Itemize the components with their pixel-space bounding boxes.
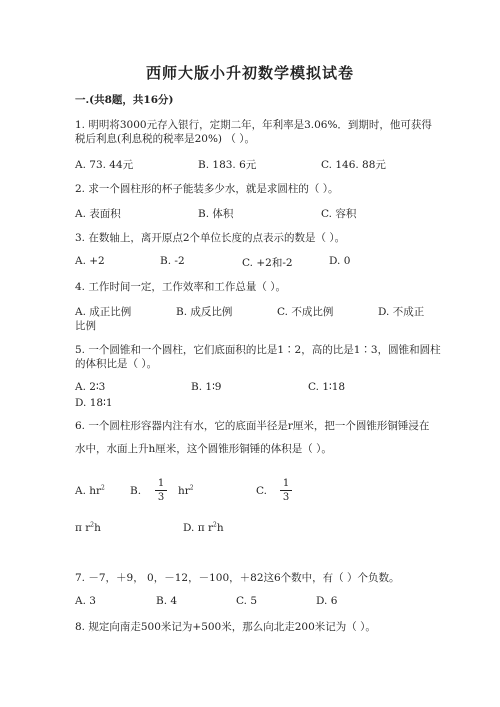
- question-2-option-b: B. 体积: [198, 208, 234, 220]
- question-7-option-c: C. 5: [236, 595, 258, 607]
- question-5-option-b: B. 1∶9: [191, 381, 222, 393]
- question-1-option-a: A. 73. 44元: [75, 159, 134, 171]
- fraction-numerator: 1: [157, 478, 165, 489]
- question-4-option-d-wrap: 比例: [75, 320, 96, 332]
- question-6-option-d: D. π $r^2h$: [183, 521, 224, 534]
- question-1-option-c: C. 146. 88元: [321, 159, 386, 171]
- question-3-option-d: D. 0: [329, 255, 351, 267]
- question-6-option-b-label: B.: [130, 485, 142, 497]
- question-6-option-a: A. $hr^2$: [75, 484, 105, 497]
- fraction-bar: [155, 490, 167, 491]
- question-6-option-c-label: C.: [256, 485, 267, 497]
- question-6-option-c-fraction: [280, 478, 292, 503]
- question-6-line-2: 水中，水面上升h厘米，这个圆锥形铜锤的体积是（ ）。: [75, 443, 332, 455]
- question-2-line-1: 2. 求一个圆柱形的杯子能装多少水，就是求圆柱的（ ）。: [75, 183, 339, 195]
- question-4-option-d: D. 不成正: [378, 306, 425, 318]
- question-4-option-b: B. 成反比例: [176, 306, 233, 318]
- question-7-line-1: 7. －7，＋9， 0，－12，－100，＋82这6个数中，有（ ）个负数。: [75, 572, 400, 584]
- question-3-option-c: C. +2和-2: [242, 257, 293, 269]
- question-2-option-c: C. 容积: [321, 208, 357, 220]
- section-heading: 一.(共8题，共16分): [75, 94, 174, 106]
- question-5-line-2: 的体积比是（ ）。: [75, 358, 158, 370]
- question-6-option-b-fraction: [155, 478, 167, 503]
- question-3-option-a: A. +2: [75, 255, 105, 267]
- question-2-option-a: A. 表面积: [75, 208, 121, 220]
- question-3-line-1: 3. 在数轴上，离开原点2个单位长度的点表示的数是（ ）。: [75, 232, 346, 244]
- question-7-option-d: D. 6: [316, 595, 338, 607]
- question-6-option-c-term: π $r^2h$: [75, 521, 101, 534]
- question-4-line-1: 4. 工作时间一定，工作效率和工作总量（ ）。: [75, 281, 286, 293]
- question-6-option-b-term: $hr^2$: [178, 484, 194, 497]
- question-5-option-a: A. 2∶3: [75, 381, 106, 393]
- question-5-line-1: 5. 一个圆锥和一个圆柱，它们底面积的比是1∶2，高的比是1∶3，圆锥和圆柱: [75, 344, 441, 356]
- question-5-option-c: C. 1∶18: [308, 381, 346, 393]
- question-7-option-a: A. 3: [75, 595, 96, 607]
- question-1-line-2: 税后利息(利息税的税率是20%) （ ）。: [75, 133, 255, 145]
- fraction-bar: [280, 490, 292, 491]
- question-5-option-d: D. 18∶1: [75, 397, 113, 409]
- question-6-line-1: 6. 一个圆柱形容器内注有水，它的底面半径是r厘米，把一个圆锥形铜锤浸在: [75, 420, 430, 432]
- question-7-option-b: B. 4: [156, 595, 178, 607]
- question-1-line-1: 1. 明明将3000元存入银行，定期二年，年利率是3.06%．到期时，他可获得: [75, 119, 432, 131]
- question-8-line-1: 8. 规定向南走500米记为+500米，那么向北走200米记为（ ）。: [75, 621, 376, 633]
- question-1-option-b: B. 183. 6元: [198, 159, 257, 171]
- fraction-denominator: 3: [282, 492, 290, 503]
- question-3-option-b: B. -2: [160, 255, 185, 267]
- fraction-denominator: 3: [157, 492, 165, 503]
- question-4-option-a: A. 成正比例: [75, 306, 132, 318]
- page-title: 西师大版小升初数学模拟试卷: [145, 64, 354, 82]
- question-4-option-c: C. 不成比例: [277, 306, 334, 318]
- fraction-numerator: 1: [282, 478, 290, 489]
